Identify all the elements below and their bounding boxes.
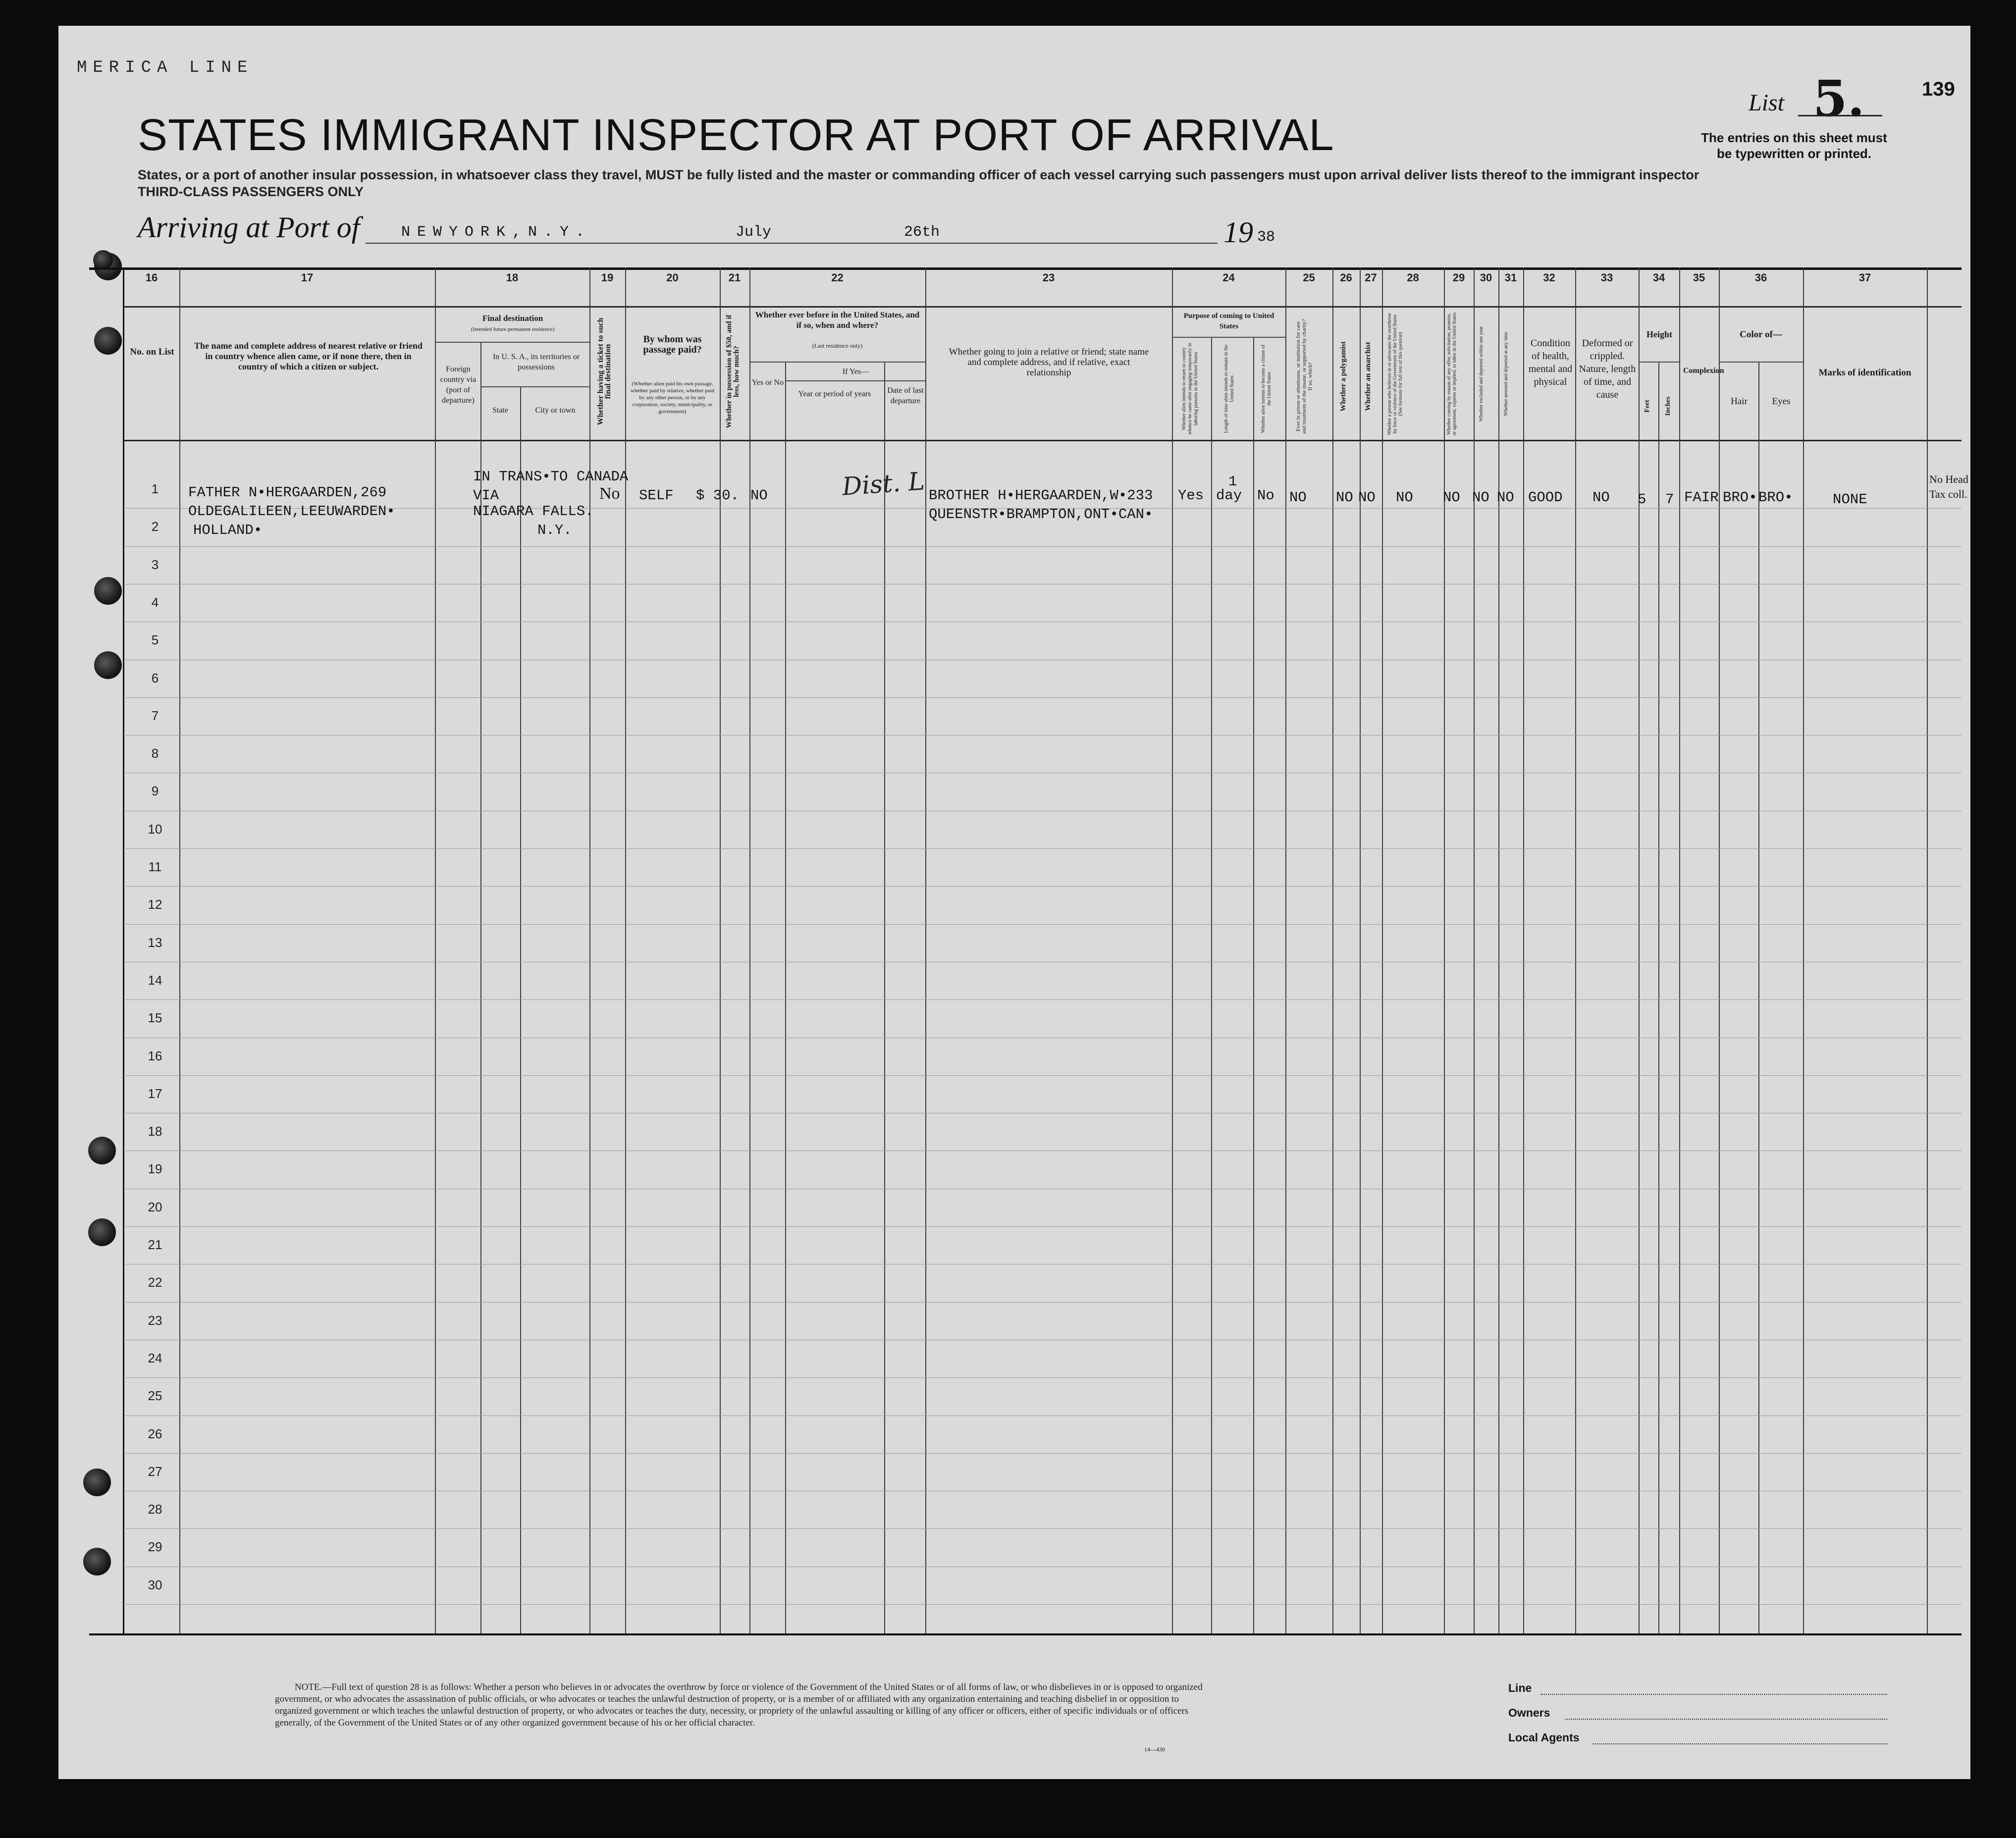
footnote-q28: NOTE.—Full text of question 28 is as follows: Whether a person who believes in or advocates the overthrow by force or violence of the Government of the United States or of all forms of law, or who disbelieves in or is opposed to organized government, or who advocates the assassination of public officials, or who advocates or teaches the unlawful destruction of property, or is a member of or affiliated with any organization entertaining and teaching disbelief in or opposition to organized government or which teaches the unlawful destruction of property, or who advocates or teaches the duty, necessity, or propriety of the unlawful assaulting or killing of any officer or officers, either of specific individuals or of officers generally, of the Government of the United States or of any other organized government because of his or her official character. [275,1682,1203,1728]
table-top [89,267,1962,270]
col-number: 19 [601,271,614,284]
header-purpose-b: Length of time alien intends to remain in the United States [1223,344,1235,433]
day-value: 26th [904,224,940,241]
list-underline [1798,115,1882,116]
row-number: 28 [148,1502,162,1517]
destination-line-4: N.Y. [537,522,572,538]
row-number: 29 [148,1539,162,1554]
header-purpose: Purpose of coming to United States [1183,312,1274,330]
marks-value: NONE [1833,491,1867,508]
row-rule [124,924,1962,925]
margin-note-2: Tax coll. [1929,488,1967,500]
col-divider [1523,267,1524,1633]
col-divider [884,362,885,1633]
year-prefix: 19 [1223,216,1253,249]
row-number: 13 [148,935,162,950]
complexion-value: FAIR [1684,489,1719,506]
owners-signature-rule [1565,1719,1887,1720]
col-number: 25 [1303,271,1315,284]
col-number: 17 [301,271,314,284]
header-q29: Whether coming by reason of any offer, solicitation, promise, or agreement, express or implied, to labor in the United States [1446,312,1457,436]
col-divider [1253,337,1254,1633]
col-number: 29 [1452,271,1465,284]
header-final-destination: Final destination [482,314,543,323]
before-us-value: NO [750,487,768,504]
row-number: 15 [148,1010,162,1025]
month-value: July [736,224,772,241]
header-no-on-list: No. on List [130,347,174,357]
ticket-value: No [599,484,620,503]
column-number-rule [124,306,1962,308]
q31-value: NO [1497,489,1514,506]
col-divider [1658,362,1659,1633]
col-divider [1639,267,1640,1633]
col-divider [480,342,481,1633]
binder-hole [88,1218,116,1246]
header-purpose-a: Whether alien intends to return to country whence he came after engaging temporarily in laboring pursuits in the United States [1181,343,1199,435]
row-rule [124,1226,1962,1227]
header-anarchist: Whether an anarchist [1364,342,1372,411]
row-number: 7 [151,708,159,723]
header-polygamist: Whether a polygamist [1339,341,1347,412]
row-number: 3 [151,557,159,572]
row-rule [124,848,1962,849]
binder-hole [94,577,122,605]
subheader-rule [1639,362,1679,363]
page-title: STATES IMMIGRANT INSPECTOR AT PORT OF ARRIVAL [138,110,1334,160]
q29-value: NO [1443,489,1460,506]
header-q30: Whether excluded and deported within one year [1479,326,1484,422]
col-number: 37 [1858,271,1871,284]
col-divider [1444,267,1445,1633]
feet-value: 5 [1638,491,1646,508]
header-passage: By whom was passage paid? [643,334,702,355]
col-number: 30 [1480,271,1492,284]
header-before-us: Whether ever before in the United States, and if so, when and where? [755,310,920,330]
row-rule [124,886,1962,887]
q30-value: NO [1472,489,1489,506]
citizen-value: No [1257,487,1274,504]
row-number: 23 [148,1313,162,1328]
row-rule [124,999,1962,1000]
header-purpose-c: Whether alien intends to become a citizen of the United States [1261,344,1272,433]
row-number: 11 [148,859,162,874]
binder-hole [83,1548,111,1575]
relative-line-2: OLDEGALILEEN,LEEUWARDEN• [188,503,395,520]
header-marks: Marks of identification [1818,368,1911,378]
length-value-2: day [1216,487,1242,504]
row-rule [124,1604,1962,1605]
row-number: 17 [148,1086,162,1101]
join-line-2: QUEENSTR•BRAMPTON,ONT•CAN• [929,506,1153,523]
port-value: NEWYORK,N.Y. [401,224,592,241]
header-complexion: Complexion [1683,367,1724,375]
binder-hole [83,1469,111,1496]
col-number: 18 [506,271,519,284]
subheader-rule [435,342,589,343]
header-yes-no: Yes or No [751,378,784,387]
col-number: 32 [1543,271,1555,284]
col-divider [749,267,750,1633]
col-divider [1927,267,1928,1633]
anarchist-value: NO [1358,489,1376,506]
header-usa: In U. S. A., its territories or possessions [492,353,580,371]
list-label: List [1749,90,1785,116]
row-number: 1 [151,481,159,496]
header-final-destination-sub: (Intended future permanent residence) [471,326,555,332]
length-value-1: 1 [1228,473,1237,490]
row-number: 10 [148,822,162,837]
table-left-edge [123,267,124,1633]
hair-value: BRO• [1723,489,1757,506]
header-passage-sub: (Whether alien paid his own passage, whether paid by relative, whether paid by any other person, or by any corporation, society, municipality, or government) [630,381,715,415]
col-divider [1679,267,1680,1633]
col-divider [925,267,926,1633]
header-if-yes: If Yes— [842,368,869,376]
binder-hole [94,327,122,355]
row-rule [124,1075,1962,1076]
eyes-value: BRO• [1758,489,1793,506]
col-number: 36 [1754,271,1767,284]
header-before-us-sub: (Last residence only) [812,342,863,349]
col-divider [1172,267,1173,1633]
row-rule [124,1377,1962,1378]
year-suffix: 38 [1257,229,1275,246]
col-divider [435,267,436,1633]
form-number: 14—430 [1144,1746,1165,1753]
col-number: 33 [1600,271,1613,284]
subheader-rule [1719,362,1803,363]
prison-value: NO [1289,489,1307,506]
row-number: 2 [151,519,159,534]
relative-line-3: HOLLAND• [193,522,263,538]
row-rule [124,546,1962,547]
page-number: 139 [1922,78,1955,100]
col-divider [1382,267,1383,1633]
destination-line-3: NIAGARA FALLS. [473,503,594,520]
col-divider [1332,267,1333,1633]
col-number: 31 [1504,271,1517,284]
binder-hole [93,250,113,270]
header-q28: Whether a person who believes in or advocates the overthrow by force or violence of the Government of the United States (See footnote for full text of this question) [1387,313,1403,435]
polygamist-value: NO [1336,489,1353,506]
row-number: 6 [151,671,159,685]
row-number: 21 [148,1237,162,1252]
col-divider [1575,267,1576,1633]
col-divider [1211,337,1212,1633]
row-number: 5 [151,632,159,647]
header-join-relative: Whether going to join a relative or friend; state name and complete address, and if relative, exact relationship [949,347,1149,378]
q28-value: NO [1396,489,1413,506]
handwritten-mark: Dist. L [841,467,926,501]
col-divider [1719,267,1720,1633]
col-number: 28 [1407,271,1419,284]
row-number: 9 [151,784,159,798]
header-bottom [124,440,1962,441]
col-number: 20 [666,271,679,284]
subheader-rule [1172,337,1285,338]
binder-hole [88,1137,116,1164]
header-state: State [492,406,508,415]
arriving-label: Arriving at Port of [138,211,360,244]
header-feet: Feet [1644,400,1651,413]
header-eyes: Eyes [1772,396,1791,407]
join-line-1: BROTHER H•HERGAARDEN,W•233 [929,487,1153,504]
list-number: 5. [1813,69,1865,128]
row-rule [124,697,1962,698]
row-number: 14 [148,973,162,988]
purpose-value: Yes [1178,487,1204,504]
line-stamp: MERICA LINE [77,58,254,77]
col-divider [1474,267,1475,1633]
col-divider [1285,267,1286,1633]
arriving-underline [366,243,1218,244]
col-number: 26 [1340,271,1352,284]
row-number: 25 [148,1388,162,1403]
col-divider [785,362,786,1633]
col-number: 35 [1693,271,1705,284]
relative-line-1: FATHER N•HERGAARDEN,269 [188,484,387,501]
class-line: THIRD-CLASS PASSENGERS ONLY [138,184,364,199]
col-number: 21 [728,271,741,284]
typewritten-note: The entries on this sheet must be typewritten or printed. [1701,130,1887,161]
row-number: 12 [148,897,162,912]
col-number: 22 [831,271,844,284]
col-divider [179,267,180,1633]
row-rule [124,1453,1962,1454]
row-number: 18 [148,1124,162,1139]
row-number: 19 [148,1161,162,1176]
subheader-rule [749,362,925,363]
owners-label: Owners [1508,1706,1550,1719]
table-bottom [89,1633,1962,1635]
subtitle: States, or a port of another insular possession, in whatsoever class they travel, MUST be fully listed and the master or commanding officer of each vessel carrying such passengers must upon arrival deliver lists thereof to the immigrant inspector [138,167,1699,182]
agents-signature-rule [1592,1743,1887,1744]
row-number: 22 [148,1275,162,1290]
header-inches: Inches [1664,396,1672,416]
col-number: 27 [1365,271,1377,284]
col-number: 16 [145,271,158,284]
row-number: 24 [148,1351,162,1365]
header-date-departure: Date of last departure [887,386,924,405]
line-signature-rule [1540,1694,1887,1695]
header-color: Color of— [1740,329,1782,340]
row-number: 20 [148,1200,162,1214]
col-divider [1803,267,1804,1633]
deformed-value: NO [1592,489,1610,506]
subheader-rule [480,386,589,387]
row-number: 16 [148,1049,162,1063]
header-foreign-country: Foreign country via (port of departure) [440,365,477,405]
subheader-rule [785,380,925,381]
col-number: 34 [1652,271,1665,284]
row-number: 27 [148,1464,162,1479]
header-health: Condition of health, mental and physical [1528,338,1573,387]
col-divider [1498,267,1499,1633]
money-value: $ 30. [696,487,740,504]
header-year: Year or period of years [798,390,871,398]
line-label: Line [1508,1681,1532,1694]
header-city: City or town [535,406,576,415]
col-divider [1758,362,1759,1633]
header-money: Whether in possession of $50, and if less, how much? [725,315,741,428]
row-number: 4 [151,595,159,610]
col-divider [720,267,721,1633]
destination-line-1: IN TRANS•TO CANADA [473,469,629,485]
header-q31: Whether arrested and deported at any time [1503,332,1509,416]
row-number: 8 [151,746,159,761]
row-rule [124,1528,1962,1529]
header-ticket: Whether having a ticket to such final destination [596,317,612,425]
local-agents-label: Local Agents [1508,1731,1580,1744]
header-relative: The name and complete address of nearest relative or friend in country whence alien came, or if none there, then in country of which a citizen or subject. [194,341,423,371]
header-hair: Hair [1731,396,1748,407]
header-prison: Ever in prison or almshouse, or institution for care and treatment of the insane, or supported by charity? If so, which? [1295,319,1313,434]
col-divider [520,386,521,1633]
row-rule [124,1302,1962,1303]
manifest-sheet [58,26,1970,1779]
col-number: 23 [1042,271,1055,284]
destination-line-2: VIA [473,487,499,504]
row-number: 26 [148,1426,162,1441]
col-number: 24 [1222,271,1235,284]
margin-note-1: No Head [1929,473,1968,485]
row-number: 30 [148,1577,162,1592]
col-divider [1360,267,1361,1633]
inches-value: 7 [1665,491,1674,508]
binder-hole [94,651,122,679]
header-deformed: Deformed or crippled. Nature, length of time, and cause [1579,338,1636,400]
health-value: GOOD [1528,489,1563,506]
header-height: Height [1646,329,1672,339]
passage-value: SELF [639,487,674,504]
